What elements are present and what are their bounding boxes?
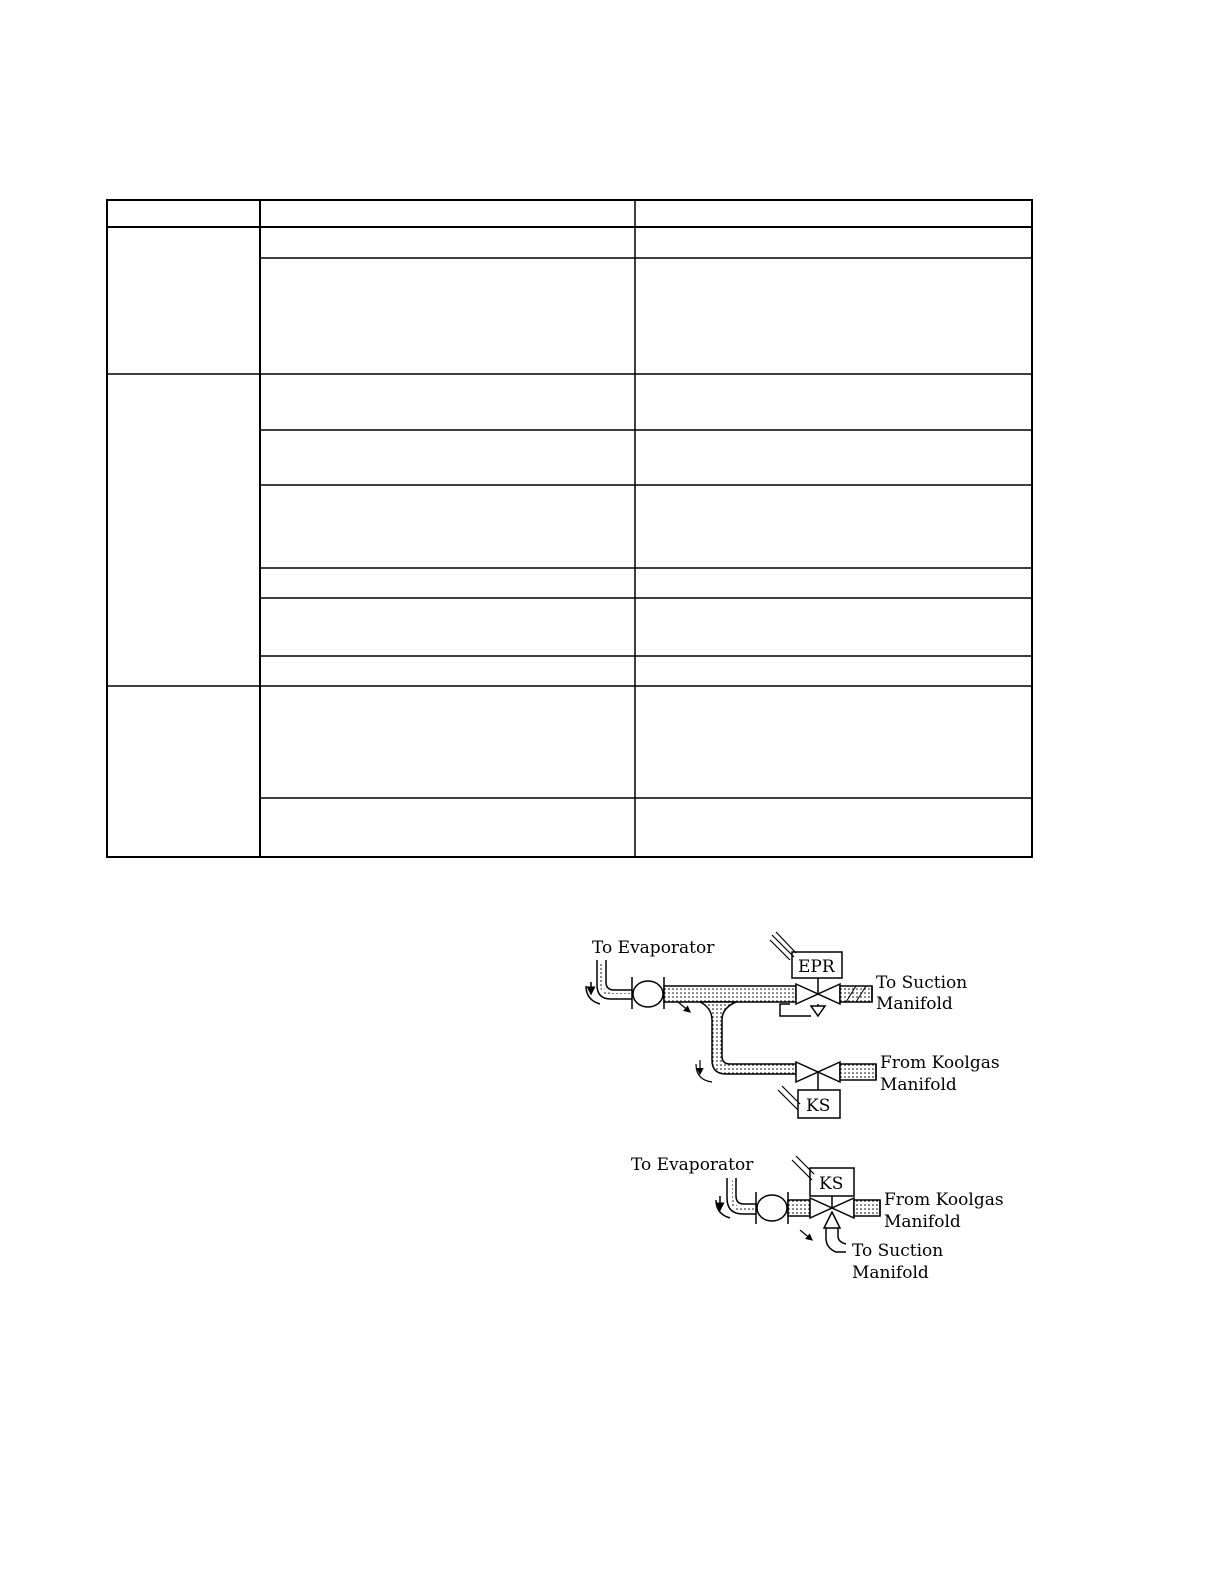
ks-three-way-valve-icon — [810, 1196, 854, 1228]
strainer-icon — [633, 981, 663, 1007]
ks-label: KS — [819, 1174, 844, 1194]
label-manifold: Manifold — [852, 1263, 929, 1283]
strainer-icon — [757, 1195, 787, 1221]
suction-outlet-pipe — [840, 986, 872, 1002]
diagram-2-ks — [631, 1155, 1004, 1283]
evaporator-pipe — [586, 960, 632, 1004]
suction-header-pipe — [664, 986, 796, 1002]
label-manifold: Manifold — [880, 1075, 957, 1095]
label-to-suction: To Suction — [852, 1241, 944, 1261]
koolgas-inlet-pipe — [854, 1200, 880, 1216]
koolgas-branch-pipe — [700, 1002, 796, 1074]
label-to-evaporator: To Evaporator — [631, 1155, 754, 1175]
label-manifold: Manifold — [876, 994, 953, 1014]
epr-valve-icon — [796, 978, 840, 1016]
ks-label: KS — [806, 1096, 831, 1116]
label-from-koolgas: From Koolgas — [880, 1053, 1000, 1073]
label-manifold: Manifold — [884, 1212, 961, 1232]
label-to-evaporator: To Evaporator — [592, 938, 715, 958]
evaporator-pipe — [716, 1178, 756, 1218]
label-from-koolgas: From Koolgas — [884, 1190, 1004, 1210]
epr-label: EPR — [798, 957, 835, 977]
evaporator-line-pipe — [788, 1200, 810, 1216]
koolgas-inlet-pipe — [840, 1064, 876, 1080]
suction-outlet-pipe — [826, 1228, 846, 1252]
diagram-1-epr-ks — [586, 932, 1000, 1118]
ks-valve-icon — [796, 1062, 840, 1090]
label-to-suction: To Suction — [876, 973, 968, 993]
